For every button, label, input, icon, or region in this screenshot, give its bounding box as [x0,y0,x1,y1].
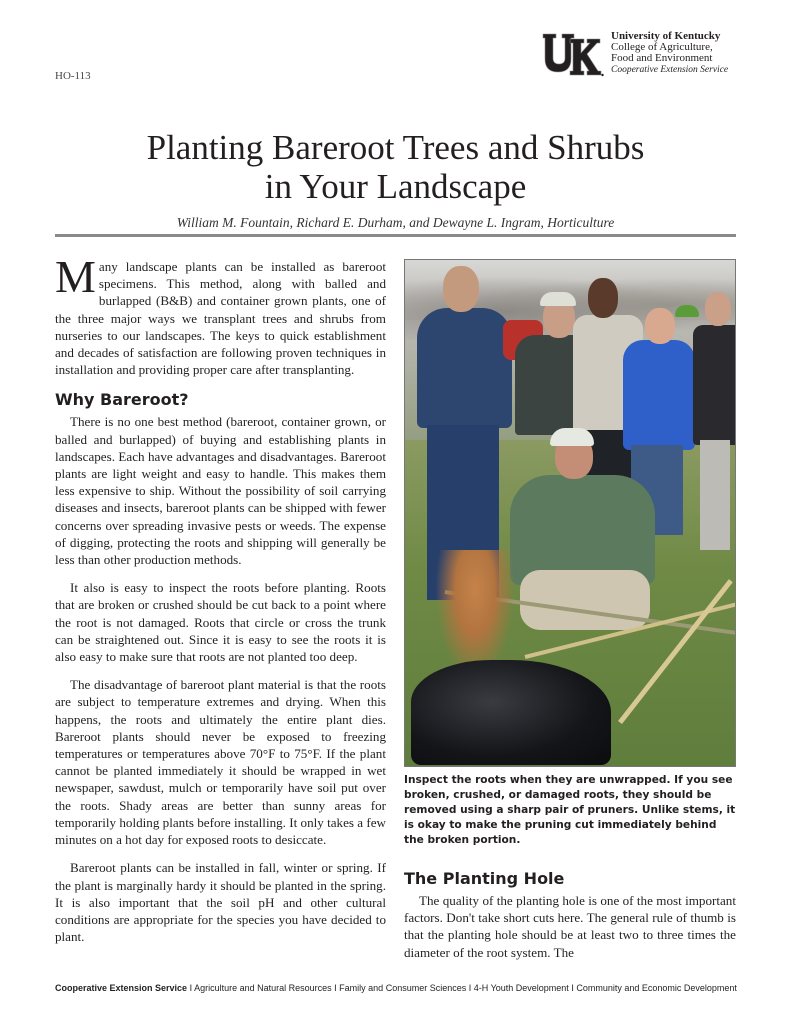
footer-separator: I [466,983,474,993]
photo-cap [550,428,594,446]
photo-face [588,278,618,318]
intro-text: any landscape plants can be installed as bareroot specimens. This method, along with balled and burlapped (B&B) and container grown plants, one of the three major ways we transplant trees and shrubs from nurseries to our landscapes. The keys to quick establishment and decades of satisfaction are following proven techniques in installation and providing proper care after transplanting. [55,259,386,378]
title-line-1: Planting Bareroot Trees and Shrubs [146,128,645,167]
photo-khakis [520,570,650,630]
photo-caption: Inspect the roots when they are unwrapped. If you see broken, crushed, or damaged roots, they should be removed using a sharp pair of pruners. Unlike stems, it is okay to make the pruning cut immediately behind the broken portion. [404,774,736,846]
footer-separator: I [187,983,195,993]
footer-item: Community and Economic Development [576,983,737,993]
section-heading-why-bareroot: Why Bareroot? [55,390,189,410]
college-line-1: College of Agriculture, [611,41,713,53]
photo-kneeling-man [510,475,655,585]
right-column [404,259,736,972]
intro-paragraph [55,251,386,378]
photo-person [623,340,695,450]
photo-plastic-bag [411,660,611,765]
paragraph: Bareroot plants can be installed in fall, winter or spring. If the plant is marginally hardy it should be planted in the spring. It is also important that the soil pH and other cultural conditions are appropriate for the species you have decided to plant. [55,860,386,945]
document-id: HO-113 [55,70,91,82]
photo-person [693,325,736,445]
drop-cap: M [55,251,96,302]
paragraph: There is no one best method (bareroot, container grown, or balled and burlapped) of buying and establishing plants in landscapes. Each have advantages and disadvantages. Bareroot plants are light weight and easy to handle. This makes them less expensive to ship. Without the possibility of soil carrying diseases and insects, bareroot plants can be shipped with fewer concerns over spreading invasive pests or weeds. The expense of digging, protecting the roots and shipping will generally be less than other production methods. [55,414,386,568]
title-line-2: in Your Landscape [264,167,527,206]
footer [55,983,755,993]
paragraph: The quality of the planting hole is one of the most important factors. Don't take short cuts here. The general rule of thumb is that the planting hole should be at least two to three times the diameter of the root system. The [404,893,736,960]
photo-face [705,292,731,326]
left-column [55,251,386,956]
college-line-2: Food and Environment [611,52,713,64]
photo-face [645,308,675,344]
title-rule [55,234,736,237]
university-name: University of Kentucky [611,30,721,42]
section-heading-planting-hole: The Planting Hole [404,869,565,888]
authors: William M. Fountain, Richard E. Durham, and Dewayne L. Ingram, Horticulture [176,215,615,230]
footer-lead: Cooperative Extension Service [55,983,188,993]
photo-cap [675,305,699,317]
photo-cap [540,292,576,306]
photo-face [443,266,479,312]
footer-item: Family and Consumer Sciences [339,983,467,993]
photo-person [417,308,512,428]
footer-separator: I [331,983,340,993]
photo-bareroot-demonstration [404,259,736,767]
extension-service: Cooperative Extension Service [611,65,729,75]
footer-item: Agriculture and Natural Resources [194,983,332,993]
footer-separator: I [568,983,577,993]
institution-name [611,31,728,76]
paragraph: The disadvantage of bareroot plant material is that the roots are subject to temperature extremes and drying. When this happens, the roots and ultimately the entire plant dies. Bareroot plants should never be exposed to freezing temperatures or temperatures above 70°F to 75°F. If the plant cannot be planted immediately it should be wrapped in wet newspaper, sawdust, mulch or temporarily have soil put over the roots. Shady areas are better than sunny areas for temporarily holding plants before installing. It only takes a few minutes on a hot day for exposed roots to desiccate. [55,677,386,848]
photo-pants [700,440,730,550]
paragraph: It also is easy to inspect the roots before planting. Roots that are broken or crushed should be cut back to a point where the root is not damaged. Roots that circle or cross the trunk can be straightened out. Since it is easy to see the roots it is also easy to make sure that roots are not planted too deep. [55,580,386,665]
footer-item: 4-H Youth Development [473,983,569,993]
page-title [0,128,791,206]
uk-logo-icon [542,33,604,77]
